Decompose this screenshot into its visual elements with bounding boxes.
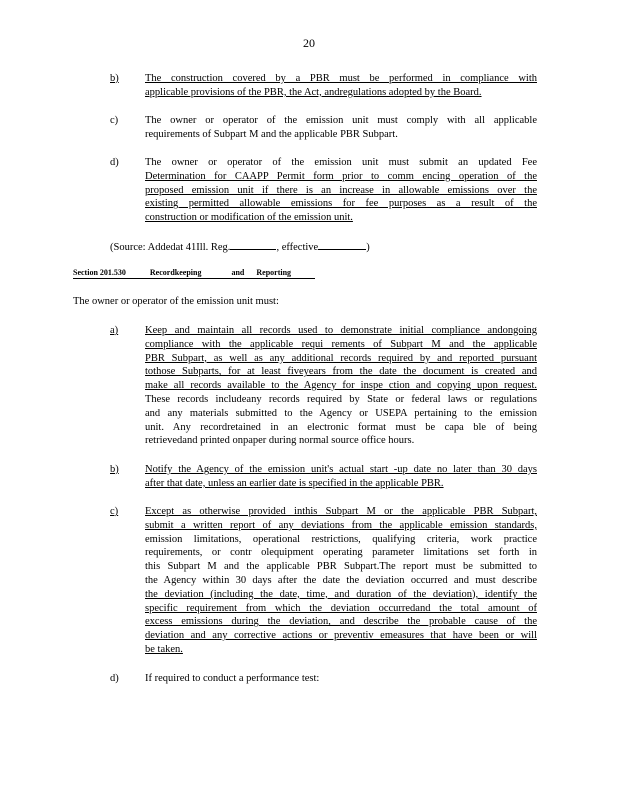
text-line: tothose Subparts, for at least fiveyears from the date the document is created and [145,366,537,378]
text-line: unit. Any recordretained in an electronic format must be capa ble of being [145,421,537,433]
effective-blank [318,239,366,250]
text-line: specific requirement from which the deviation occurredand the total amount of [145,602,537,614]
text-line: make all records available to the Agency for inspe ction and copying upon request. [145,380,537,392]
source-note [110,239,370,253]
text-line: excess emissions during the deviation, and describe the probable cause of the [145,616,537,628]
text-line: the deviation (including the date, time, and duration of the deviation), identify the [145,588,537,600]
item-label: d) [110,673,119,684]
text-line: proposed emission unit if there is an increase in allowable emissions over the [145,184,537,196]
text-line: requirements, or contr olequipment operating parameter limitations set forth in [145,547,537,559]
item-label: a) [110,325,119,336]
source-prefix: (Source: Addedat 41Ill. Reg. [110,242,231,253]
item-text [145,156,537,225]
text-line: emission limitations, operational restrictions, qualifying criteria, work practice [145,533,537,545]
section-heading [73,268,315,279]
text-line: PBR Subpart, as well as any additional records required by and reported pursuant [145,352,537,364]
section-title-word: Reporting [256,268,292,277]
item-label: d) [110,157,119,168]
text-line: the Agency within 30 days after the date the deviation occurred and must describe [145,574,537,586]
item-label: c) [110,115,119,126]
text-line: If required to conduct a performance test: [145,673,320,684]
source-suffix: ) [366,242,370,253]
reg-blank [230,239,276,250]
text-line: requirements of Subpart M and the applicable PBR Subpart. [145,128,398,140]
section-number: Section 201.530 [73,268,126,277]
text-line: deviation and any corrective actions or preventiv emeasures that have been or will [145,630,537,642]
text-line: construction or modification of the emission unit. [145,212,353,224]
text-line: These records includeany records required by State or federal laws or regulations [145,393,537,405]
item-text [145,672,537,686]
text-line: applicable provisions of the PBR, the Act, andregulations adopted by the Board. [145,86,482,98]
item-text [145,114,537,142]
item-text [145,72,537,100]
section-title-word: and [231,268,245,277]
text-line: Determination for CAAPP Permit form prior to comm encing operation of the [145,170,537,182]
text-line: The owner or operator of the emission unit must submit an updated Fee [145,157,537,168]
item-label: b) [110,73,119,84]
section-title-word: Recordkeeping [149,268,202,277]
text-line: Keep and maintain all records used to demonstrate initial compliance andongoing [145,325,537,336]
item-text [145,505,537,657]
text-line: Notify the Agency of the emission unit's actual start -up date no later than 30 days [145,464,537,475]
page-number: 20 [303,36,315,50]
item-text [145,324,537,448]
text-line: after that date, unless an earlier date is specified in the applicable PBR. [145,477,444,489]
text-line: compliance with the applicable requi rements of Subpart M and the applicable [145,338,537,350]
item-label: c) [110,506,119,517]
text-line: The owner or operator of the emission unit must comply with all applicable [145,115,537,126]
item-label: b) [110,464,119,475]
text-line: Except as otherwise provided inthis Subpart M or the applicable PBR Subpart, [145,506,537,517]
source-middle: , effective [276,242,319,253]
text-line: existing permitted allowable emissions for fee purposes as a result of the [145,198,537,210]
text-line: retrievedand printed onpaper during normal source office hours. [145,435,415,447]
text-line: and any materials submitted to the Agency or USEPA pertaining to the emission [145,407,537,419]
text-line: submit a written report of any deviations from the applicable emission standards, [145,519,537,531]
intro-text: The owner or operator of the emission unit must: [73,296,279,307]
text-line: be taken. [145,643,183,655]
text-line: The construction covered by a PBR must be performed in compliance with [145,73,537,84]
item-text [145,463,537,491]
text-line: this Subpart M and the applicable PBR Subpart.The report must be submitted to [145,561,537,573]
